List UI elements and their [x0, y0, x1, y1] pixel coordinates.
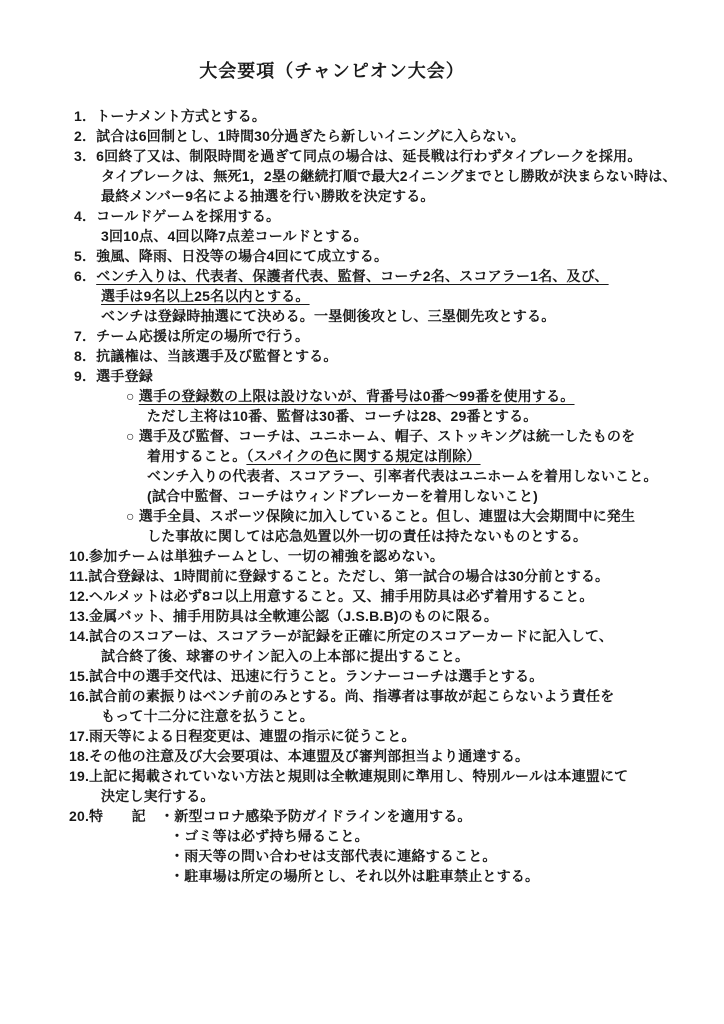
text-line [101, 306, 724, 326]
text-line [170, 846, 724, 866]
text-segment: 試合終了後、球審のサイン記入の上本部に提出すること。 [101, 648, 470, 664]
text-segment: 1．トーナメント方式とする。 [74, 108, 267, 124]
text-segment: ○ 選手全員、スポーツ保険に加入していること。但し、連盟は大会期間中に発生 [126, 508, 636, 524]
text-line [69, 766, 724, 786]
text-segment: 17.雨天等による日程変更は、連盟の指示に従うこと。 [69, 728, 416, 744]
text-segment: 決定し実行する。 [101, 788, 215, 804]
text-line [147, 406, 724, 426]
text-line [101, 166, 724, 186]
text-segment: 最終メンバー9名による抽選を行い勝敗を決定する。 [101, 188, 435, 204]
text-line [147, 486, 724, 506]
text-segment: ただし主将は10番、監督は30番、コーチは28、29番とする。 [147, 408, 538, 424]
text-line [74, 326, 724, 346]
document-title: 大会要項（チャンピオン大会） [199, 61, 465, 81]
text-line [74, 106, 724, 126]
text-segment: 3．6回終了又は、制限時間を過ぎて同点の場合は、延長戦は行わずタイブレークを採用。 [74, 148, 642, 164]
text-line [170, 866, 724, 886]
text-line [126, 506, 724, 526]
text-segment: ○ 選手及び監督、コーチは、ユニホーム、帽子、ストッキングは統一したものを [126, 428, 636, 444]
text-segment: ・雨天等の問い合わせは支部代表に連絡すること。 [170, 848, 497, 864]
text-segment: 13.金属バット、捕手用防具は全軟連公認（J.S.B.B)のものに限る。 [69, 608, 499, 624]
text-line [74, 366, 724, 386]
text-segment: 11.試合登録は、1時間前に登録すること。ただし、第一試合の場合は30分前とする。 [69, 568, 610, 584]
text-segment: 18.その他の注意及び大会要項は、本連盟及び審判部担当より通達する。 [69, 748, 530, 764]
text-segment: した事故に関しては応急処置以外一切の責任は持たないものとする。 [147, 528, 588, 544]
text-segment: 20.特 記 ・新型コロナ感染予防ガイドラインを適用する。 [69, 808, 472, 824]
text-segment: 8．抗議権は、当該選手及び監督とする。 [74, 348, 338, 364]
text-line [101, 286, 724, 306]
text-line [74, 266, 724, 286]
text-segment: 7．チーム応援は所定の場所で行う。 [74, 328, 310, 344]
text-line [74, 346, 724, 366]
text-line [126, 386, 724, 406]
text-segment: ・駐車場は所定の場所とし、それ以外は駐車禁止とする。 [170, 868, 540, 884]
underlined-text: 選手の登録数の上限は設けないが、背番号は0番～99番を使用する。 [138, 388, 575, 404]
text-line [69, 606, 724, 626]
text-segment: ベンチは登録時抽選にて決める。一塁側後攻とし、三塁側先攻とする。 [101, 308, 556, 324]
text-line [74, 126, 724, 146]
text-line [147, 526, 724, 546]
text-line [74, 206, 724, 226]
text-segment: 12.ヘルメットは必ず8コ以上用意すること。又、捕手用防具は必ず着用すること。 [69, 588, 594, 604]
text-line [147, 466, 724, 486]
text-segment: タイブレークは、無死1，2塁の継続打順で最大2イニングまでとし勝敗が決まらない時は、 [101, 168, 677, 184]
text-segment: 5．強風、降雨、日没等の場合4回にて成立する。 [74, 248, 389, 264]
text-line [101, 786, 724, 806]
text-line [69, 626, 724, 646]
text-line [69, 666, 724, 686]
text-line [69, 566, 724, 586]
text-segment: もって十二分に注意を払うこと。 [101, 708, 314, 724]
text-line [69, 806, 724, 826]
text-segment: 3回10点、4回以降7点差コールドとする。 [101, 228, 368, 244]
text-line [69, 686, 724, 706]
text-segment: 2．試合は6回制とし、1時間30分過ぎたら新しいイニングに入らない。 [74, 128, 525, 144]
text-segment: ○ [126, 388, 139, 404]
text-segment: 4．コールドゲームを採用する。 [74, 208, 281, 224]
text-line [69, 746, 724, 766]
text-segment: 19.上記に掲載されていない方法と規則は全軟連規則に準用し、特別ルールは本連盟にて [69, 768, 629, 784]
text-segment: 16.試合前の素振りはベンチ前のみとする。尚、指導者は事故が起こらないよう責任を [69, 688, 615, 704]
text-segment: ベンチ入りの代表者、スコアラー、引率者代表はユニホームを着用しないこと。 [147, 468, 658, 484]
text-segment: 9．選手登録 [74, 368, 153, 384]
text-line [101, 226, 724, 246]
text-line [69, 546, 724, 566]
text-segment: ・ゴミ等は必ず持ち帰ること。 [170, 828, 369, 844]
text-line [74, 146, 724, 166]
text-line [69, 726, 724, 746]
underlined-text: ベンチ入りは、代表者、保護者代表、監督、コーチ2名、スコアラー1名、及び、 [96, 268, 609, 284]
text-line [126, 426, 724, 446]
underlined-text: （スパイクの色に関する規定は削除） [246, 448, 481, 464]
text-segment: 6． [74, 268, 97, 284]
text-line [101, 646, 724, 666]
text-line [74, 246, 724, 266]
text-line [170, 826, 724, 846]
text-segment: 14.試合のスコアーは、スコアラーが記録を正確に所定のスコアーカードに記入して、 [69, 628, 614, 644]
document-lines [0, 106, 724, 886]
text-line [69, 586, 724, 606]
underlined-text: 選手は9名以上25名以内とする。 [101, 288, 310, 304]
text-line [147, 446, 724, 466]
text-segment: 10.参加チームは単独チームとし、一切の補強を認めない。 [69, 548, 445, 564]
text-segment: 着用すること。 [147, 448, 247, 464]
text-segment: (試合中監督、コーチはウィンドブレーカーを着用しないこと) [147, 488, 539, 504]
text-segment: 15.試合中の選手交代は、迅速に行うこと。ランナーコーチは選手とする。 [69, 668, 544, 684]
text-line [101, 186, 724, 206]
text-line [101, 706, 724, 726]
